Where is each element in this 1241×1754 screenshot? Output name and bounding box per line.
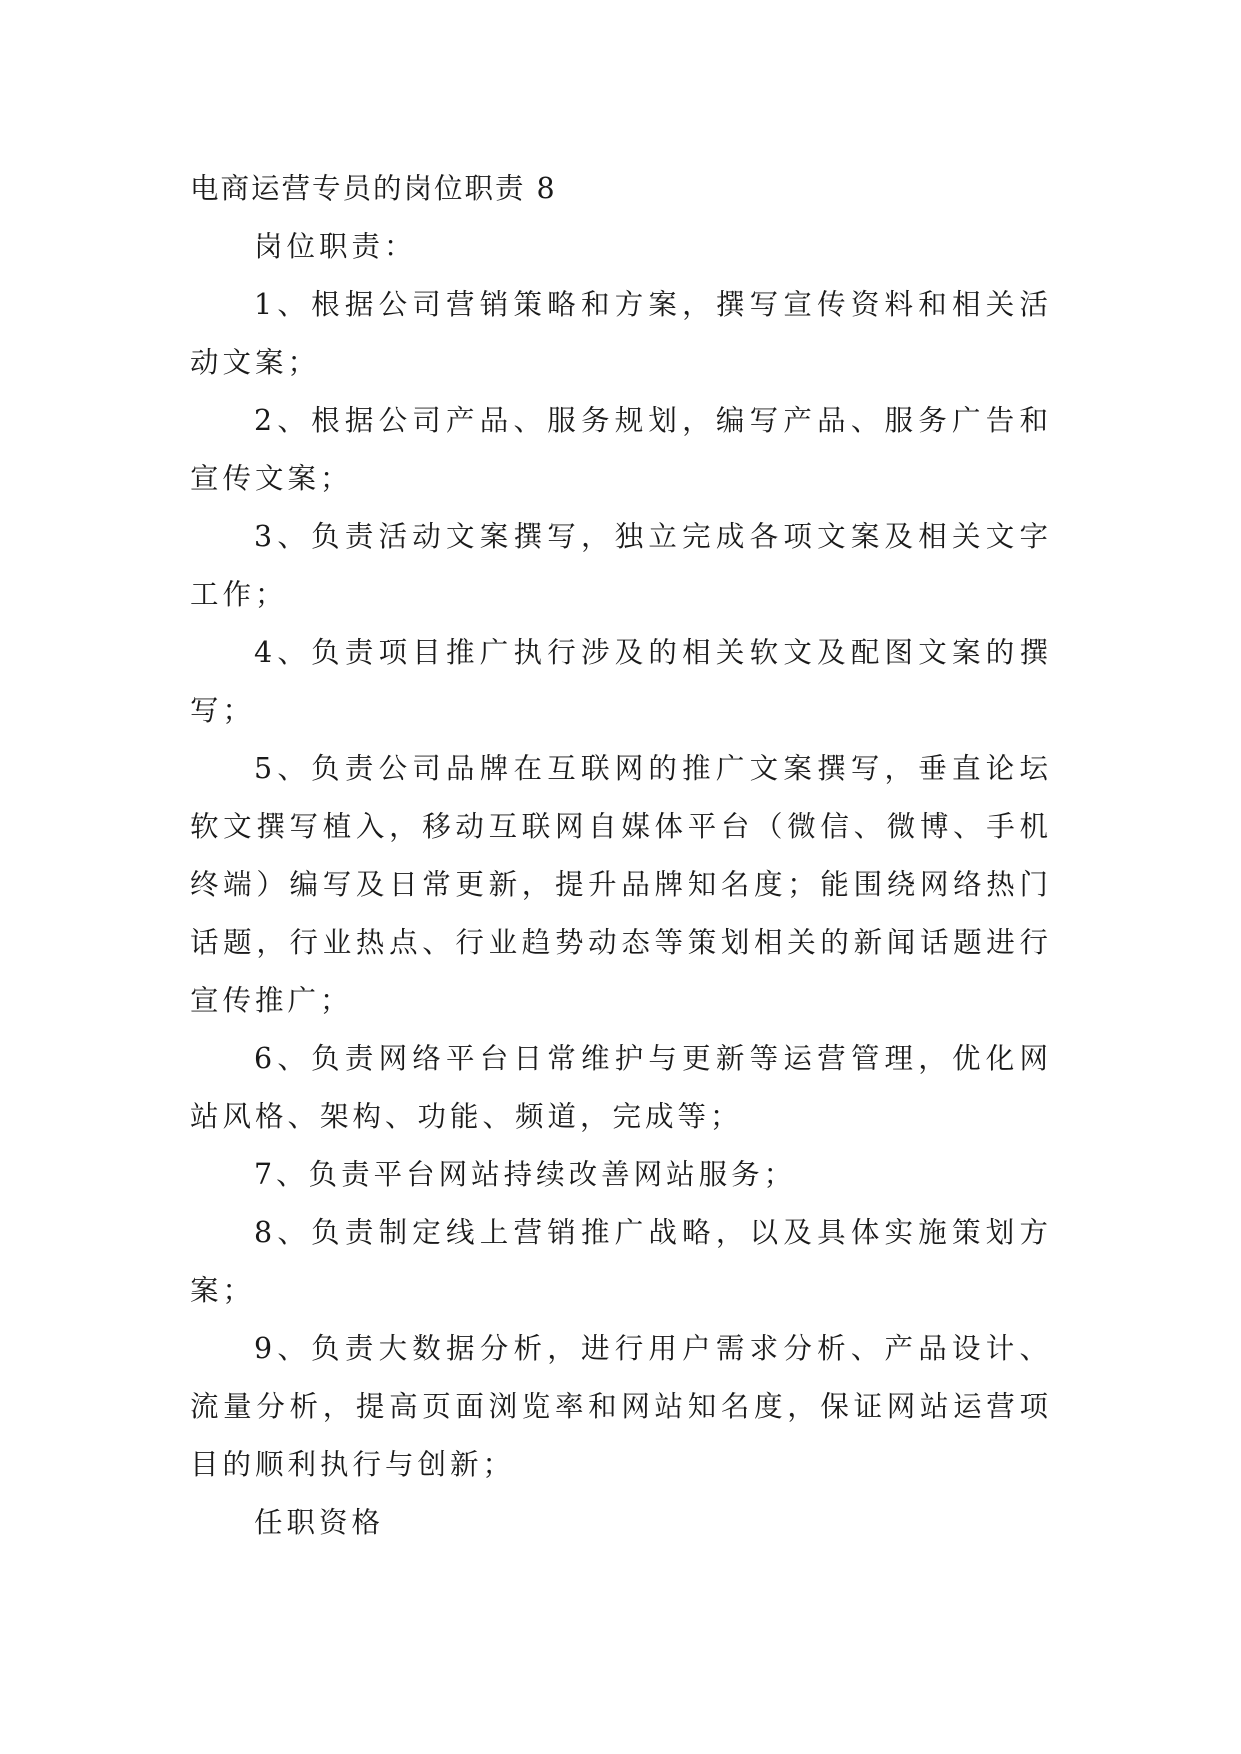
document-page	[190, 160, 1052, 1552]
section-heading-duties: 岗位职责：	[254, 230, 417, 263]
paragraph-line: 站风格、架构、功能、频道，完成等；	[190, 1100, 743, 1133]
paragraph-line: 宣传推广；	[190, 984, 353, 1017]
duty-item-3	[190, 508, 1052, 624]
paragraph-line: 宣传文案；	[190, 462, 353, 495]
paragraph-line: 7、负责平台网站持续改善网站服务；	[254, 1158, 797, 1191]
duty-item-4	[190, 624, 1052, 740]
paragraph-line: 8、负责制定线上营销推广战略，以及具体实施策划方	[254, 1216, 1052, 1249]
paragraph-line: 1、根据公司营销策略和方案，撰写宣传资料和相关活	[254, 288, 1052, 321]
duty-item-9	[190, 1320, 1052, 1494]
paragraph-line: 动文案；	[190, 346, 321, 379]
paragraph-line: 4、负责项目推广执行涉及的相关软文及配图文案的撰	[254, 636, 1052, 669]
duty-item-8	[190, 1204, 1052, 1320]
paragraph-line: 9、负责大数据分析，进行用户需求分析、产品设计、	[254, 1332, 1052, 1365]
duty-item-5	[190, 740, 1052, 1030]
duty-item-1	[190, 276, 1052, 392]
paragraph-line: 3、负责活动文案撰写，独立完成各项文案及相关文字	[254, 520, 1052, 553]
paragraph-line: 话题，行业热点、行业趋势动态等策划相关的新闻话题进行	[190, 926, 1052, 959]
paragraph-line: 软文撰写植入，移动互联网自媒体平台（微信、微博、手机	[190, 810, 1052, 843]
paragraph-line: 终端）编写及日常更新，提升品牌知名度；能围绕网络热门	[190, 868, 1052, 901]
duty-item-6	[190, 1030, 1052, 1146]
paragraph-line: 6、负责网络平台日常维护与更新等运营管理，优化网	[254, 1042, 1052, 1075]
paragraph-line: 案；	[190, 1274, 256, 1307]
paragraph-line: 2、根据公司产品、服务规划，编写产品、服务广告和	[254, 404, 1052, 437]
section-heading-qualifications: 任职资格	[254, 1506, 385, 1539]
paragraph-line: 工作；	[190, 578, 288, 611]
paragraph-line: 流量分析，提高页面浏览率和网站知名度，保证网站运营项	[190, 1390, 1052, 1423]
duty-item-2	[190, 392, 1052, 508]
duty-item-7	[190, 1146, 1052, 1204]
paragraph-line: 目的顺利执行与创新；	[190, 1448, 516, 1481]
document-title: 电商运营专员的岗位职责 8	[190, 172, 557, 205]
paragraph-line: 5、负责公司品牌在互联网的推广文案撰写，垂直论坛	[254, 752, 1052, 785]
paragraph-line: 写；	[190, 694, 256, 727]
